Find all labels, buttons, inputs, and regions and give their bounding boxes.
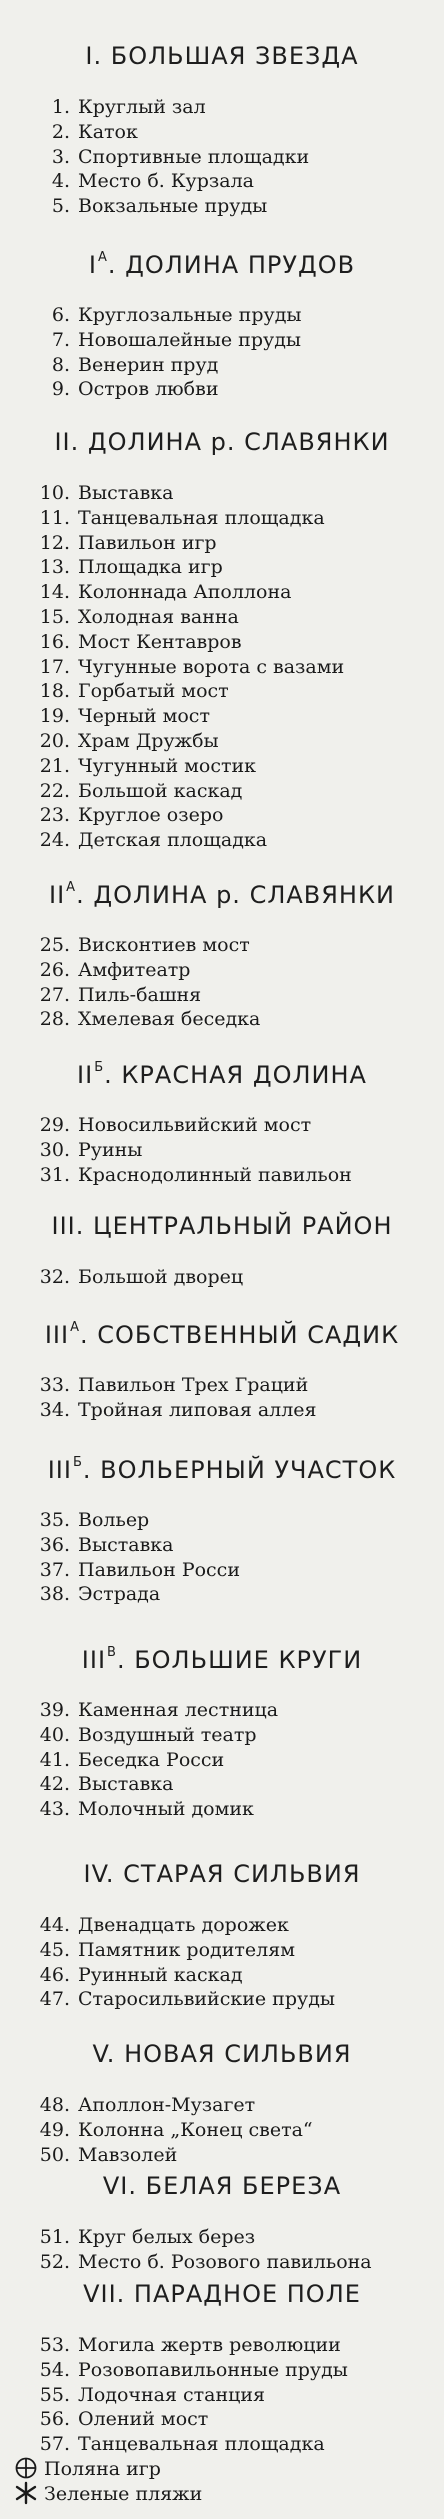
legend-item [30,2382,265,2408]
item-number: 1. [51,96,70,118]
item-label: Место б. Курзала [78,170,254,192]
item-label: Каток [78,121,138,143]
legend-item [30,1912,289,1938]
item-number: 29. [39,1114,70,1136]
legend-item [30,1796,254,1822]
item-number: 44. [39,1914,70,1936]
item-label: Розовопавильонные пруды [78,2359,348,2381]
item-number: 37. [39,1559,70,1581]
section-name: . ВОЛЬЕРНЫЙ УЧАСТОК [82,1456,397,1484]
item-label: Большой дворец [78,1266,244,1288]
item-label: Горбатый мост [78,680,229,702]
section-name: . КРАСНАЯ ДОЛИНА [104,1061,367,1089]
legend-item [30,1747,224,1773]
item-number: 36. [39,1534,70,1556]
item-label: Круг белых берез [78,2226,256,2248]
item-label: Руины [78,1139,143,1161]
section-title [0,2172,444,2200]
item-number: 48. [39,2094,70,2116]
section-name: . ДОЛИНА р. СЛАВЯНКИ [76,881,395,909]
item-number: 53. [39,2334,70,2356]
item-label: Новошалейные пруды [78,329,302,351]
section-roman: II. [54,428,80,456]
legend-item [14,2481,202,2507]
item-number: 56. [39,2408,70,2430]
section-title [0,1860,444,1888]
item-number: 12. [39,532,70,554]
section-title [0,1645,444,1674]
section-roman: VII. [83,2280,126,2308]
section-title [0,1320,444,1349]
item-label: Молочный домик [78,1798,254,1820]
item-number: 52. [39,2251,70,2273]
item-number: 43. [39,1798,70,1820]
item-number: 5. [51,195,70,217]
legend-item [30,2406,208,2432]
item-label: Мост Кентавров [78,631,242,653]
item-label: Большой каскад [78,780,243,802]
section-roman: IV. [83,1860,115,1888]
legend-item [30,505,325,531]
item-label: Танцевальная площадка [78,507,325,529]
item-number: 2. [51,121,70,143]
asterisk-icon [14,2481,38,2505]
item-number: 54. [39,2359,70,2381]
section-roman: III. [51,1212,85,1240]
section-name: . СОБСТВЕННЫЙ САДИК [79,1321,400,1349]
legend-item [30,1771,173,1797]
item-number: 14. [39,581,70,603]
item-label: Место б. Розового павильона [78,2251,372,2273]
item-number: 32. [39,1266,70,1288]
item-label: Павильон Трех Граций [78,1374,309,1396]
legend-item [30,1264,243,1290]
item-number: 50. [39,2144,70,2166]
item-label: Тройная липовая аллея [78,1399,317,1421]
item-number: 38. [39,1583,70,1605]
item-number: 17. [39,656,70,678]
item-number: 41. [39,1749,70,1771]
item-number: 4. [51,170,70,192]
legend-item [30,1937,295,1963]
legend-item [30,327,301,353]
item-number: 30. [39,1139,70,1161]
item-label: Воздушный театр [78,1724,257,1746]
legend-item [30,94,206,120]
item-label: Двенадцать дорожек [78,1914,289,1936]
item-label: Поляна игр [44,2458,161,2480]
legend-item [30,168,254,194]
section-roman: III [47,1456,72,1484]
item-label: Остров любви [78,378,219,400]
item-label: Эстрада [78,1583,161,1605]
legend-item [30,703,210,729]
legend-item [30,2357,348,2383]
item-label: Каменная лестница [78,1699,279,1721]
item-number: 22. [39,780,70,802]
item-label: Могила жертв революции [78,2334,341,2356]
item-label: Олений мост [78,2408,209,2430]
item-number: 42. [39,1773,70,1795]
item-label: Выставка [78,1534,174,1556]
item-number: 24. [39,829,70,851]
circle-cross-icon [14,2456,38,2480]
legend-item [30,302,302,328]
section-title [0,250,444,279]
legend-item [30,932,250,958]
section-name: ЦЕНТРАЛЬНЫЙ РАЙОН [93,1212,393,1240]
legend-item [30,352,218,378]
item-number: 47. [39,1988,70,2010]
item-label: Черный мост [78,705,210,727]
section-title [0,42,444,70]
legend-item [14,2456,161,2482]
section-roman: I [88,251,97,279]
item-label: Детская площадка [78,829,268,851]
legend-item [30,2142,177,2168]
section-name: . БОЛЬШИЕ КРУГИ [116,1646,363,1674]
item-number: 28. [39,1008,70,1030]
section-title [0,880,444,909]
legend-item [30,802,223,828]
item-label: Круглое озеро [78,804,224,826]
item-label: Пиль-башня [78,984,202,1006]
legend-item [30,957,190,983]
legend-item [30,1532,173,1558]
legend-item [30,1162,352,1188]
item-label: Павильон игр [78,532,217,554]
item-label: Старосильвийские пруды [78,1988,336,2010]
item-label: Храм Дружбы [78,730,219,752]
item-label: Круглозальные пруды [78,304,302,326]
section-roman: VI. [102,2172,137,2200]
section-roman: I. [85,42,103,70]
item-label: Выставка [78,1773,174,1795]
item-label: Руинный каскад [78,1964,243,1986]
legend-item [30,982,201,1008]
item-label: Лодочная станция [78,2384,266,2406]
item-number: 11. [39,507,70,529]
legend-item [30,2117,313,2143]
item-label: Зеленые пляжи [44,2483,203,2505]
legend-item [30,2092,255,2118]
section-title [0,1212,444,1240]
section-superscript: А [70,1320,80,1335]
legend-item [30,1397,317,1423]
item-label: Холодная ванна [78,606,239,628]
legend-item [30,2431,325,2457]
legend-item [30,2332,341,2358]
item-number: 23. [39,804,70,826]
item-label: Памятник родителям [78,1939,295,1961]
legend-item [30,2249,372,2275]
legend-item [30,1697,278,1723]
item-label: Площадка игр [78,556,223,578]
item-number: 27. [39,984,70,1006]
section-roman: II [77,1061,94,1089]
section-superscript: Б [94,1060,105,1075]
item-number: 25. [39,934,70,956]
section-roman: V. [92,2040,116,2068]
item-label: Павильон Росси [78,1559,240,1581]
item-number: 19. [39,705,70,727]
item-label: Вольер [78,1509,150,1531]
legend-item [30,778,242,804]
legend-item [30,1112,311,1138]
item-number: 39. [39,1699,70,1721]
item-label: Аполлон-Музагет [78,2094,256,2116]
section-name: СТАРАЯ СИЛЬВИЯ [123,1860,361,1888]
legend-item [30,654,344,680]
section-name: НОВАЯ СИЛЬВИЯ [124,2040,352,2068]
item-label: Новосильвийский мост [78,1114,312,1136]
item-label: Мавзолей [78,2144,178,2166]
item-number: 18. [39,680,70,702]
item-number: 8. [51,354,70,376]
legend-item [30,2224,255,2250]
item-number: 15. [39,606,70,628]
item-label: Беседка Росси [78,1749,225,1771]
section-title [0,428,444,456]
item-label: Круглый зал [78,96,206,118]
section-superscript: А [66,880,77,895]
section-title [0,2280,444,2308]
item-number: 49. [39,2119,70,2141]
item-number: 57. [39,2433,70,2455]
section-roman: II [49,881,66,909]
legend-item [30,1507,149,1533]
section-name: БОЛЬШАЯ ЗВЕЗДА [110,42,359,70]
item-number: 46. [39,1964,70,1986]
legend-item [30,579,291,605]
item-number: 51. [39,2226,70,2248]
item-number: 9. [51,378,70,400]
legend-item [30,1372,308,1398]
item-number: 31. [39,1164,70,1186]
legend-item [30,728,219,754]
item-label: Венерин пруд [78,354,219,376]
legend-item [30,604,239,630]
item-label: Амфитеатр [78,959,191,981]
item-number: 7. [51,329,70,351]
item-number: 6. [51,304,70,326]
item-number: 34. [39,1399,70,1421]
legend-item [30,629,242,655]
item-label: Вокзальные пруды [78,195,268,217]
legend-item [30,1986,335,2012]
section-title [0,2040,444,2068]
legend-item [30,530,217,556]
legend-item [30,144,309,170]
legend-item [30,376,218,402]
item-label: Краснодолинный павильон [78,1164,352,1186]
section-name: ПАРАДНОЕ ПОЛЕ [133,2280,361,2308]
item-label: Выставка [78,482,174,504]
legend-item [30,119,138,145]
legend-item [30,1006,260,1032]
section-roman: III [81,1646,107,1674]
section-name: . ДОЛИНА ПРУДОВ [107,251,356,279]
section-name: БЕЛАЯ БЕРЕЗА [145,2172,342,2200]
item-number: 10. [39,482,70,504]
legend-item [30,1557,240,1583]
legend-item [30,678,229,704]
item-number: 33. [39,1374,70,1396]
legend-item [30,480,173,506]
section-roman: III [44,1321,70,1349]
item-number: 13. [39,556,70,578]
legend-item [30,1962,243,1988]
legend-item [30,193,267,219]
item-number: 35. [39,1509,70,1531]
legend-item [30,1137,142,1163]
section-superscript: Б [72,1455,83,1470]
item-number: 3. [51,146,70,168]
item-label: Хмелевая беседка [78,1008,261,1030]
item-number: 26. [39,959,70,981]
item-label: Колоннада Аполлона [78,581,292,603]
section-superscript: А [97,250,108,265]
section-name: ДОЛИНА р. СЛАВЯНКИ [87,428,390,456]
item-label: Висконтиев мост [78,934,250,956]
item-number: 21. [39,755,70,777]
item-label: Колонна „Конец света“ [78,2119,313,2141]
item-number: 20. [39,730,70,752]
legend-item [30,827,267,853]
item-number: 45. [39,1939,70,1961]
item-label: Спортивные площадки [78,146,310,168]
section-superscript: В [107,1645,117,1660]
item-label: Чугунный мостик [78,755,257,777]
item-label: Танцевальная площадка [78,2433,325,2455]
item-number: 16. [39,631,70,653]
legend-item [30,753,256,779]
section-title [0,1060,444,1089]
legend-item [30,554,223,580]
item-label: Чугунные ворота с вазами [78,656,345,678]
item-number: 40. [39,1724,70,1746]
legend-item [30,1722,257,1748]
item-number: 55. [39,2384,70,2406]
legend-item [30,1581,160,1607]
section-title [0,1455,444,1484]
